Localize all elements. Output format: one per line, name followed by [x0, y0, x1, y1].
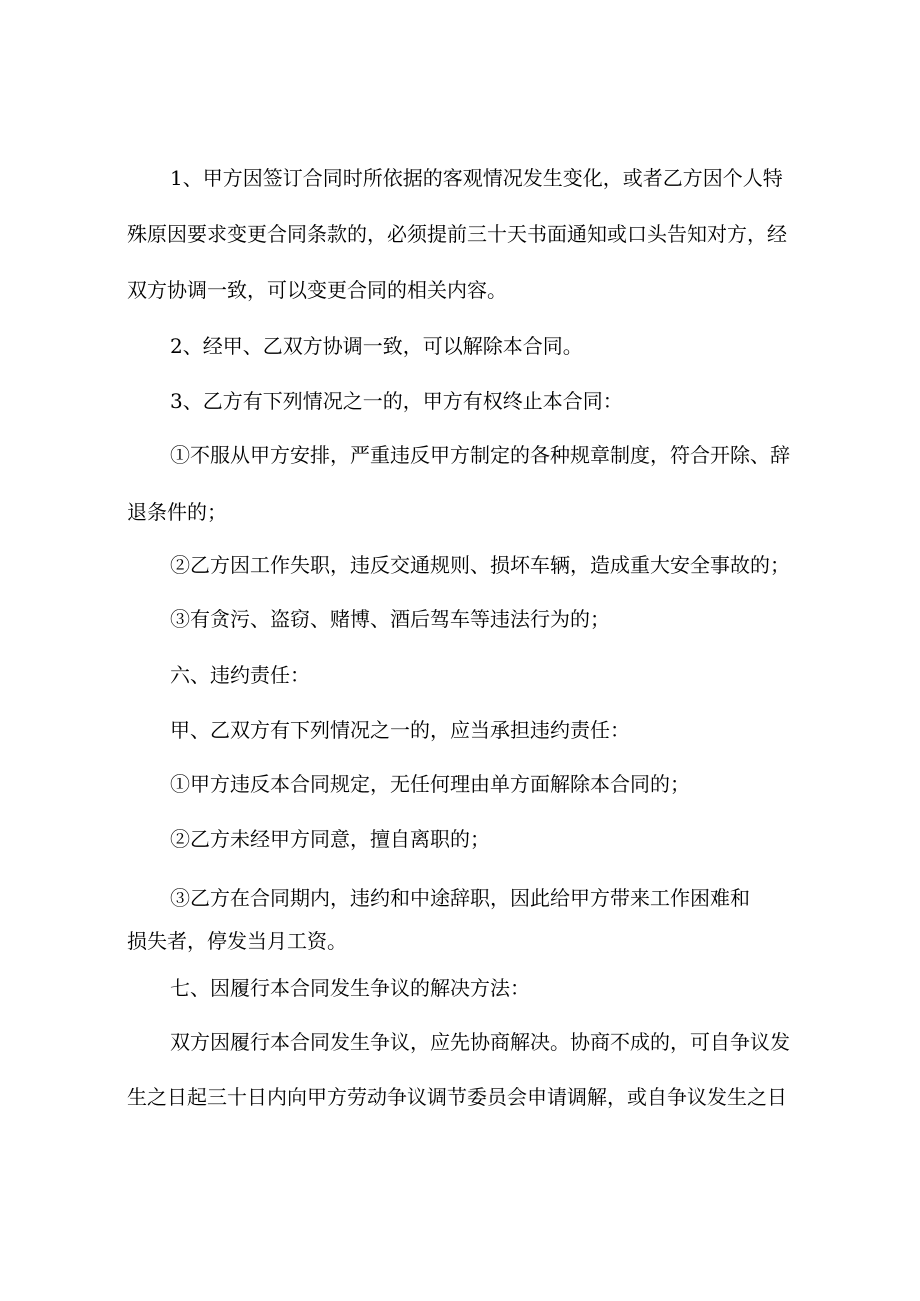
clause-1-line-2: 殊原因要求变更合同条款的，必须提前三十天书面通知或口头告知对方，经 — [127, 222, 787, 246]
section-6-heading: 六、违约责任： — [170, 663, 310, 687]
clause-1-line-1: 1、甲方因签订合同时所依据的客观情况发生变化，或者乙方因个人特 — [170, 166, 783, 190]
breach-item-3-line-1: ③乙方在合同期内，违约和中途辞职，因此给甲方带来工作困难和 — [170, 886, 750, 910]
breach-item-3-line-2: 损失者，停发当月工资。 — [127, 929, 347, 953]
section-7-line-2: 生之日起三十日内向甲方劳动争议调节委员会申请调解，或自争议发生之日 — [127, 1085, 787, 1109]
item-1-line-1: ①不服从甲方安排，严重违反甲方制定的各种规章制度，符合开除、辞 — [170, 443, 790, 467]
clause-3: 3、乙方有下列情况之一的，甲方有权终止本合同： — [170, 389, 623, 413]
section-7-line-1: 双方因履行本合同发生争议，应先协商解决。协商不成的，可自争议发 — [170, 1030, 790, 1054]
breach-item-2: ②乙方未经甲方同意，擅自离职的； — [170, 827, 490, 851]
breach-item-1: ①甲方违反本合同规定，无任何理由单方面解除本合同的； — [170, 772, 690, 796]
clause-2: 2、经甲、乙双方协调一致，可以解除本合同。 — [170, 334, 583, 358]
item-1-line-2: 退条件的； — [127, 500, 227, 524]
section-6-intro: 甲、乙双方有下列情况之一的，应当承担违约责任： — [170, 718, 630, 742]
item-2: ②乙方因工作失职，违反交通规则、损坏车辆，造成重大安全事故的； — [170, 553, 790, 577]
item-3: ③有贪污、盗窃、赌博、酒后驾车等违法行为的； — [170, 607, 610, 631]
section-7-heading: 七、因履行本合同发生争议的解决方法： — [170, 976, 530, 1000]
clause-1-line-3: 双方协调一致，可以变更合同的相关内容。 — [127, 278, 507, 302]
